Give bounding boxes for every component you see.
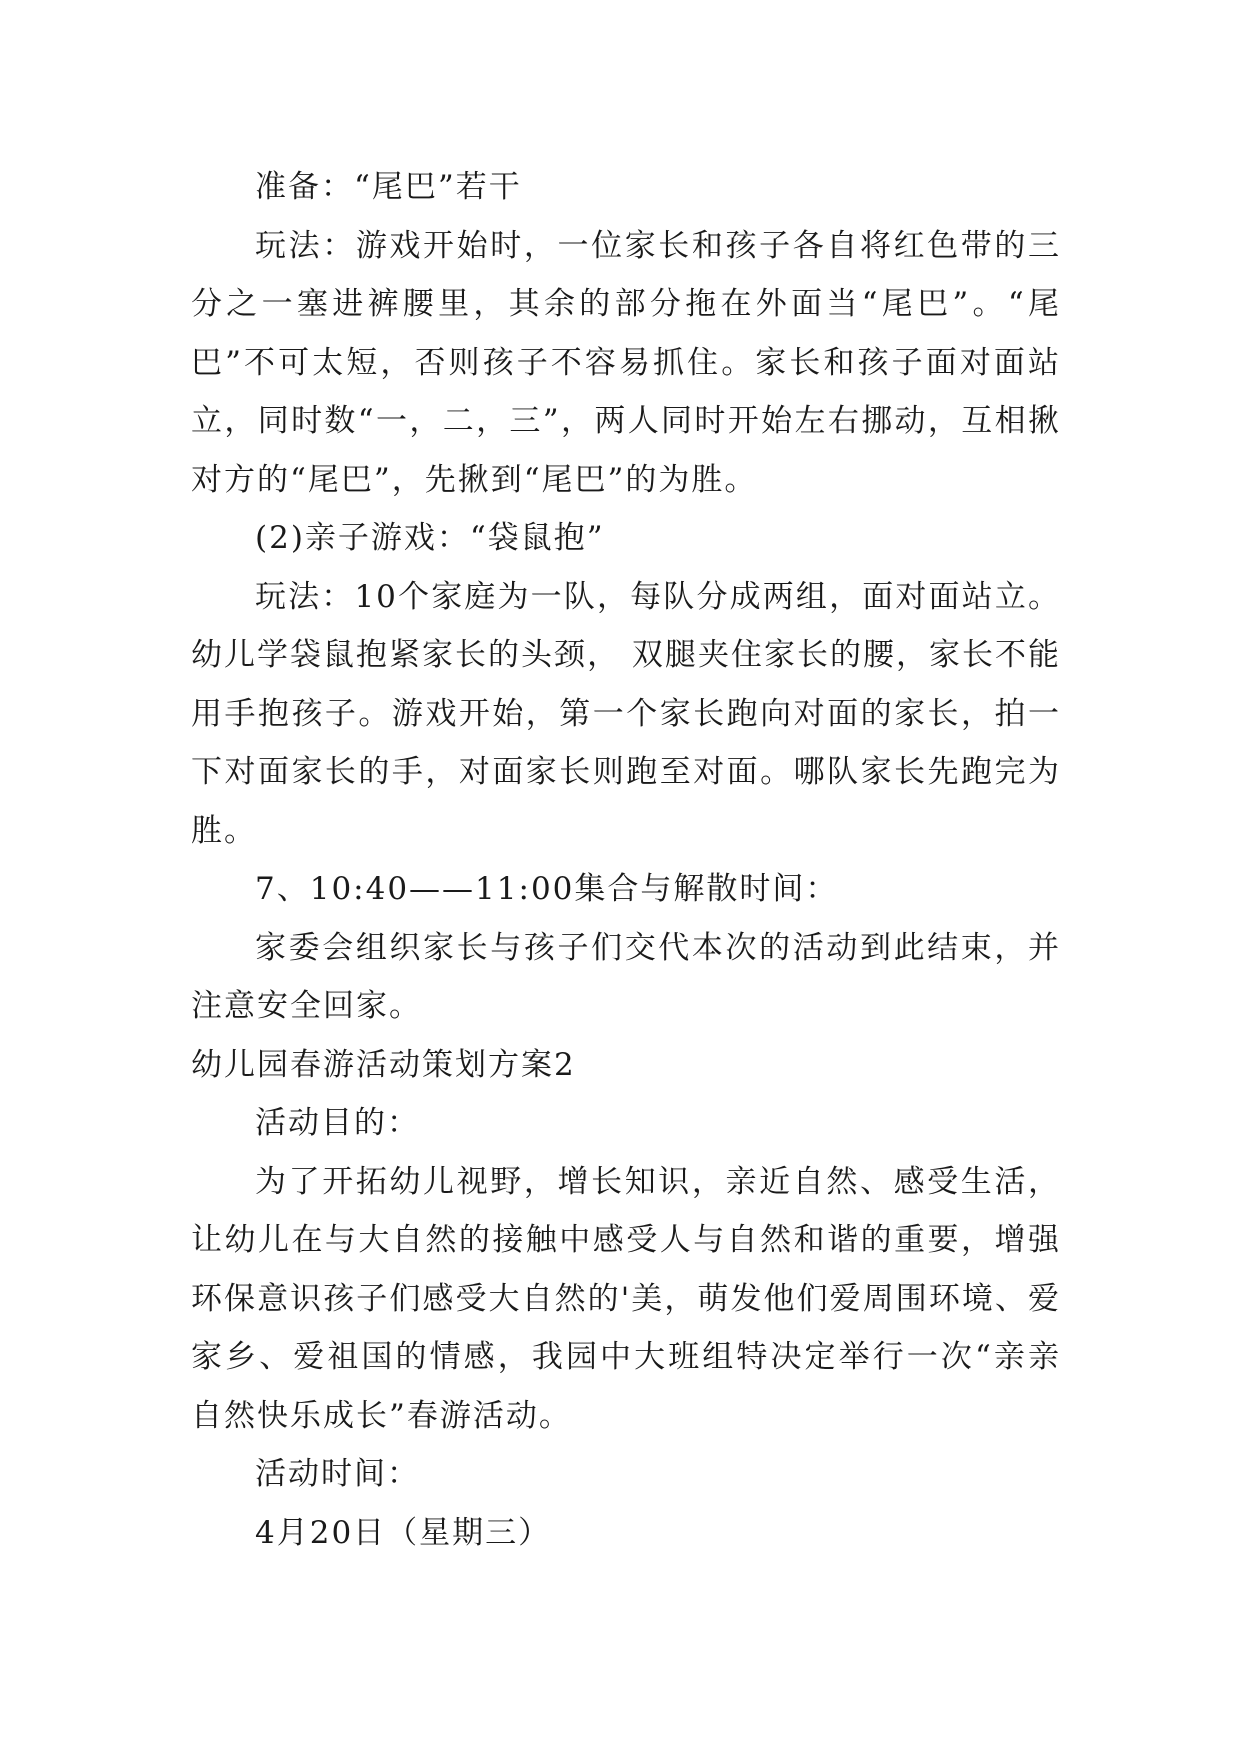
purpose-paragraph: 为了开拓幼儿视野，增长知识，亲近自然、感受生活，让幼儿在与大自然的接触中感受人与自然和谐的重要，增强环保意识孩子们感受大自然的'美，萌发他们爱周围环境、爱家乡、爱祖国的情感，我园中大班组特决定举行一次“亲亲自然快乐成长”春游活动。 xyxy=(191,1163,1061,1434)
step-7-heading: 7、10:40——11:00集合与解散时间： xyxy=(255,871,839,907)
dismissal-paragraph: 家委会组织家长与孩子们交代本次的活动到此结束，并注意安全回家。 xyxy=(191,929,1061,1024)
game2-heading: (2)亲子游戏：“袋鼠抱” xyxy=(255,520,605,556)
game1-rules: 玩法：游戏开始时，一位家长和孩子各自将红色带的三分之一塞进裤腰里，其余的部分拖在外面当“尾巴”。“尾巴”不可太短，否则孩子不容易抓住。家长和孩子面对面站立，同时数“一，二，三”，两人同时开始左右挪动，互相揪对方的“尾巴”，先揪到“尾巴”的为胜。 xyxy=(191,227,1061,498)
time-label: 活动时间： xyxy=(255,1456,420,1492)
purpose-label: 活动目的： xyxy=(255,1105,420,1141)
game2-rules: 玩法：10个家庭为一队，每队分成两组，面对面站立。幼儿学袋鼠抱紧家长的头颈， 双腿夹住家长的腰，家长不能用手抱孩子。游戏开始，第一个家长跑向对面的家长，拍一下对面家长的手，对面家长则跑至对面。哪队家长先跑完为胜。 xyxy=(191,578,1061,849)
preparation-line: 准备：“尾巴”若干 xyxy=(255,169,522,205)
document-body xyxy=(191,158,1061,1562)
date-line: 4月20日（星期三） xyxy=(255,1514,552,1551)
plan-2-title: 幼儿园春游活动策划方案2 xyxy=(191,1046,576,1083)
